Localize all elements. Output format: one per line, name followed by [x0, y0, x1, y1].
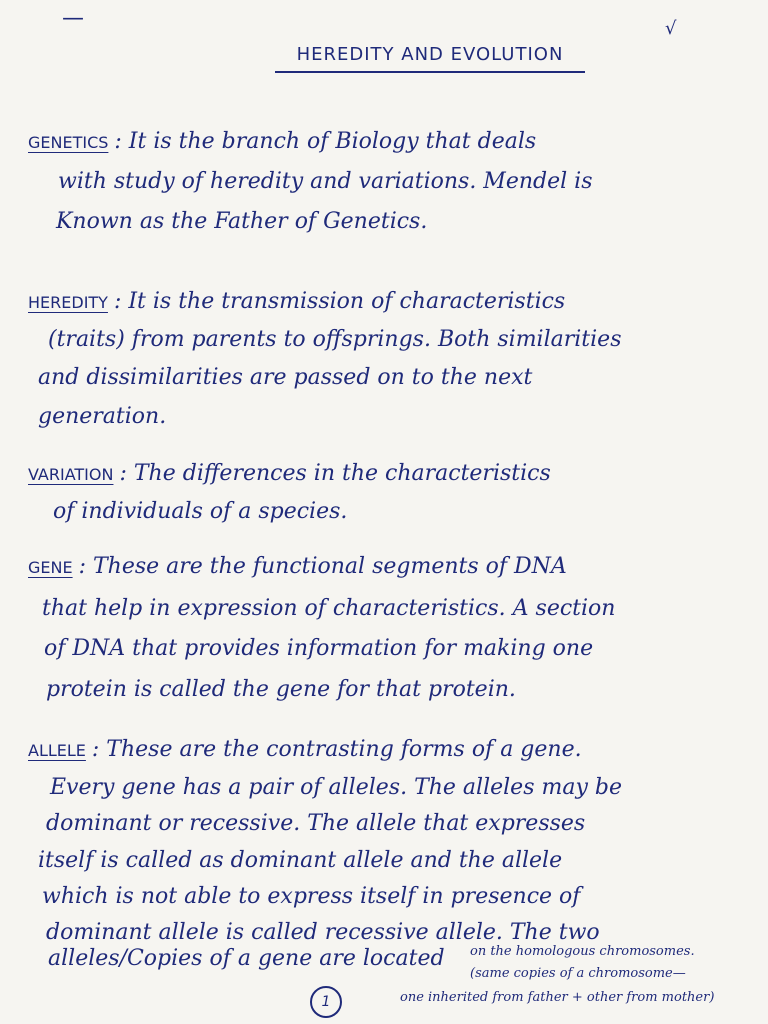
genetics-line: Known as the Father of Genetics. — [56, 209, 428, 235]
allele-note-copies: (same copies of a chromosome— — [470, 966, 686, 981]
allele-line: Every gene has a pair of alleles. The alleles may be — [50, 775, 622, 801]
gene-line: that help in expression of characteristics. A section — [42, 596, 616, 622]
allele-note-inheritance: one inherited from father + other from mother) — [400, 990, 715, 1005]
heredity-line: (traits) from parents to offsprings. Both similarities — [48, 327, 622, 353]
corner-check-mark: √ — [665, 18, 677, 39]
genetics-line: with study of heredity and variations. Mendel is — [58, 169, 593, 195]
section-allele — [28, 738, 748, 971]
page-title: HEREDITY AND EVOLUTION — [275, 44, 585, 73]
term-allele: ALLELE — [28, 741, 86, 760]
allele-line: which is not able to express itself in presence of — [42, 883, 581, 909]
genetics-line: : It is the branch of Biology that deals — [114, 129, 537, 154]
gene-line: protein is called the gene for that protein. — [46, 676, 516, 702]
section-heredity — [28, 290, 748, 429]
allele-line: itself is called as dominant allele and the allele — [38, 847, 563, 873]
gene-line: of DNA that provides information for making one — [44, 636, 594, 662]
heredity-line: : It is the transmission of characteristics — [113, 289, 566, 314]
term-gene: GENE — [28, 558, 73, 577]
page-number: 1 — [310, 986, 342, 1018]
term-heredity: HEREDITY — [28, 293, 108, 312]
section-gene — [28, 555, 748, 702]
section-variation — [28, 462, 748, 524]
heredity-line: and dissimilarities are passed on to the next — [38, 365, 533, 391]
corner-tick-mark: — — [62, 6, 84, 31]
term-variation: VARIATION — [28, 465, 114, 484]
term-genetics: GENETICS — [28, 133, 109, 152]
allele-line: dominant or recessive. The allele that expresses — [46, 811, 586, 837]
variation-line: of individuals of a species. — [53, 499, 348, 525]
allele-line: alleles/Copies of a gene are located — [48, 946, 445, 972]
allele-line: : These are the contrasting forms of a gene. — [91, 737, 582, 762]
allele-line: dominant allele is called recessive allele. The two — [46, 919, 600, 945]
heredity-line: generation. — [38, 403, 167, 429]
gene-line: : These are the functional segments of DNA — [78, 554, 567, 579]
variation-line: : The differences in the characteristics — [119, 461, 551, 486]
section-genetics — [28, 130, 748, 235]
allele-note-chromosomes: on the homologous chromosomes. — [470, 944, 695, 959]
